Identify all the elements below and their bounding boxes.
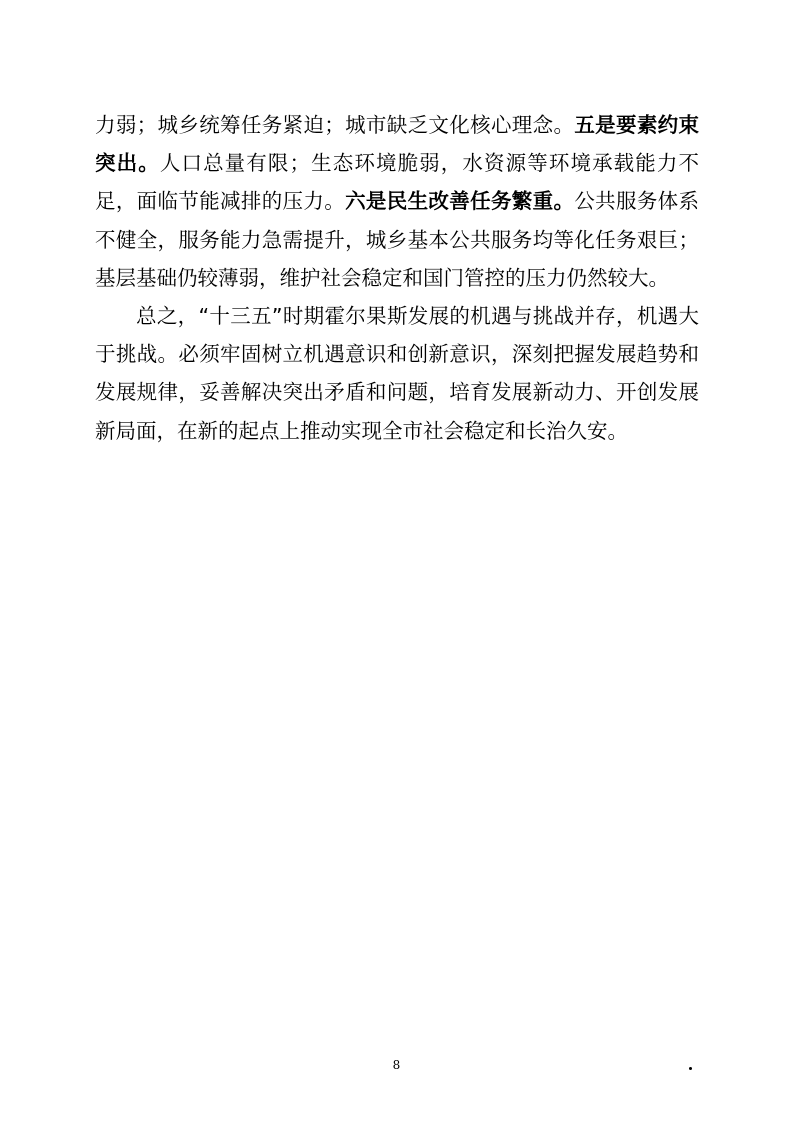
paragraph-text: 公共服务体系不健全，服务能力急需提升，城乡基本公共服务均等化任务艰巨；基层基础仍较薄弱，维护社会稳定和国门管控的压力仍然较大。 [95, 189, 700, 290]
bold-heading-livelihood: 六是民生改善任务繁重。 [345, 189, 575, 214]
continuation-paragraph [95, 106, 699, 297]
page-number: 8 [392, 1058, 401, 1072]
bold-heading-element-constraints: 五是要素约束突出。 [95, 113, 700, 176]
paragraph-text: 人口总量有限；生态环境脆弱，水资源等环境承载能力不足，面临节能减排的压力。 [95, 151, 700, 214]
footer-dot-mark [689, 1067, 692, 1070]
document-body [95, 106, 699, 450]
summary-paragraph: 总之，“十三五”时期霍尔果斯发展的机遇与挑战并存，机遇大于挑战。必须牢固树立机遇意识和创新意识，深刻把握发展趋势和发展规律，妥善解决突出矛盾和问题，培育发展新动力、开创发展新局面，在新的起点上推动实现全市社会稳定和长治久安。 [95, 304, 699, 443]
paragraph-text: 力弱；城乡统筹任务紧迫；城市缺乏文化核心理念。 [95, 113, 575, 137]
